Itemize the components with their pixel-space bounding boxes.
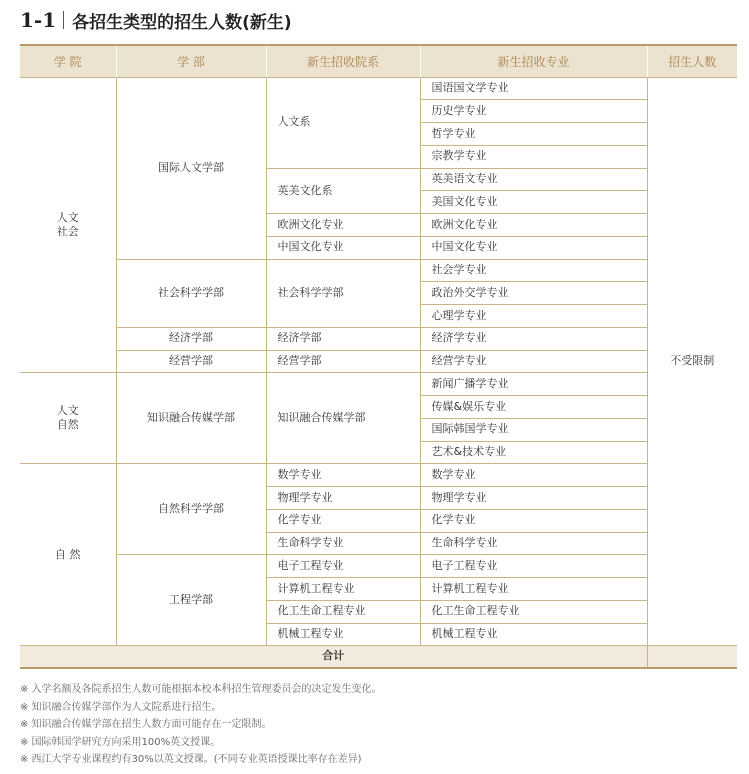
college-label-line: 人文 <box>56 403 79 417</box>
table-row <box>20 350 737 373</box>
faculty-knowledge-media: 知识融合传媒学部 <box>116 373 266 464</box>
major-cell: 国语国文学专业 <box>420 77 647 100</box>
table-header-row <box>20 45 737 77</box>
footnote: ※ 西江大学专业课程约有30%以英文授课。(不同专业英语授课比率存在差异) <box>20 754 362 765</box>
faculty-engineering: 工程学部 <box>116 555 266 646</box>
header-faculty: 学 部 <box>116 45 266 77</box>
title-number: 1-1 <box>20 8 57 32</box>
college-label-line: 人文 <box>56 210 79 224</box>
total-row <box>20 646 737 668</box>
major-cell: 历史学专业 <box>420 100 647 123</box>
dept-social-science: 社会科学学部 <box>266 259 420 327</box>
dept-knowledge-media: 知识融合传媒学部 <box>266 373 420 464</box>
header-major: 新生招收专业 <box>420 45 647 77</box>
college-label-line: 社会 <box>56 224 79 238</box>
major-cell: 英美语文专业 <box>420 168 647 191</box>
footnote: ※ 国际韩国学研究方向采用100%英文授课。 <box>20 736 221 748</box>
table-row <box>20 555 737 578</box>
dept-anglo-american: 英美文化系 <box>266 168 420 214</box>
major-cell: 电子工程专业 <box>420 555 647 578</box>
total-value <box>647 646 737 668</box>
major-cell: 经营学专业 <box>420 350 647 373</box>
major-cell: 中国文化专业 <box>420 236 647 259</box>
title-divider <box>63 11 64 29</box>
dept-cell: 数学专业 <box>266 464 420 487</box>
college-humanities-social <box>20 77 116 373</box>
major-cell: 美国文化专业 <box>420 191 647 214</box>
table-row <box>20 77 737 100</box>
table-row <box>20 373 737 396</box>
dept-cell: 机械工程专业 <box>266 623 420 646</box>
dept-economics: 经济学部 <box>266 327 420 350</box>
table-row <box>20 464 737 487</box>
dept-europe: 欧洲文化专业 <box>266 214 420 237</box>
table-row <box>20 259 737 282</box>
footnote: ※ 知识融合传媒学部作为人文院系进行招生。 <box>20 701 222 713</box>
footnote: ※ 知识融合传媒学部在招生人数方面可能存在一定限制。 <box>20 719 272 730</box>
major-cell: 艺术&技术专业 <box>420 441 647 464</box>
major-cell: 宗教学专业 <box>420 145 647 168</box>
major-cell: 哲学专业 <box>420 123 647 146</box>
header-college: 学 院 <box>20 45 116 77</box>
table-row <box>20 327 737 350</box>
dept-china: 中国文化专业 <box>266 236 420 259</box>
major-cell: 机械工程专业 <box>420 623 647 646</box>
dept-cell: 化工生命工程专业 <box>266 600 420 623</box>
faculty-business: 经营学部 <box>116 350 266 373</box>
major-cell: 物理学专业 <box>420 487 647 510</box>
major-cell: 计算机工程专业 <box>420 578 647 601</box>
admissions-table <box>20 44 737 669</box>
quota-cell: 不受限制 <box>647 77 737 646</box>
dept-cell: 生命科学专业 <box>266 532 420 555</box>
major-cell: 传媒&娱乐专业 <box>420 396 647 419</box>
footnotes <box>20 681 382 769</box>
faculty-intl-humanities: 国际人文学部 <box>116 77 266 259</box>
major-cell: 社会学专业 <box>420 259 647 282</box>
major-cell: 心理学专业 <box>420 305 647 328</box>
major-cell: 生命科学专业 <box>420 532 647 555</box>
dept-cell: 物理学专业 <box>266 487 420 510</box>
dept-cell: 计算机工程专业 <box>266 578 420 601</box>
college-humanities-nature <box>20 373 116 464</box>
page-title <box>20 6 292 34</box>
major-cell: 政治外交学专业 <box>420 282 647 305</box>
dept-business: 经营学部 <box>266 350 420 373</box>
total-label: 合计 <box>20 646 647 668</box>
college-nature: 自 然 <box>20 464 116 646</box>
college-label-line: 自然 <box>56 418 79 432</box>
major-cell: 欧洲文化专业 <box>420 214 647 237</box>
faculty-social-science: 社会科学学部 <box>116 259 266 327</box>
title-text: 各招生类型的招生人数(新生) <box>72 12 292 33</box>
major-cell: 数学专业 <box>420 464 647 487</box>
major-cell: 化工生命工程专业 <box>420 600 647 623</box>
dept-cell: 化学专业 <box>266 509 420 532</box>
header-dept: 新生招收院系 <box>266 45 420 77</box>
major-cell: 经济学专业 <box>420 327 647 350</box>
major-cell: 化学专业 <box>420 509 647 532</box>
header-quota: 招生人数 <box>647 45 737 77</box>
faculty-economics: 经济学部 <box>116 327 266 350</box>
footnote: ※ 入学名额及各院系招生人数可能根据本校本科招生管理委员会的决定发生变化。 <box>20 684 382 695</box>
dept-humanities: 人文系 <box>266 77 420 168</box>
major-cell: 国际韩国学专业 <box>420 418 647 441</box>
faculty-natural-science: 自然科学学部 <box>116 464 266 555</box>
dept-cell: 电子工程专业 <box>266 555 420 578</box>
major-cell: 新闻广播学专业 <box>420 373 647 396</box>
